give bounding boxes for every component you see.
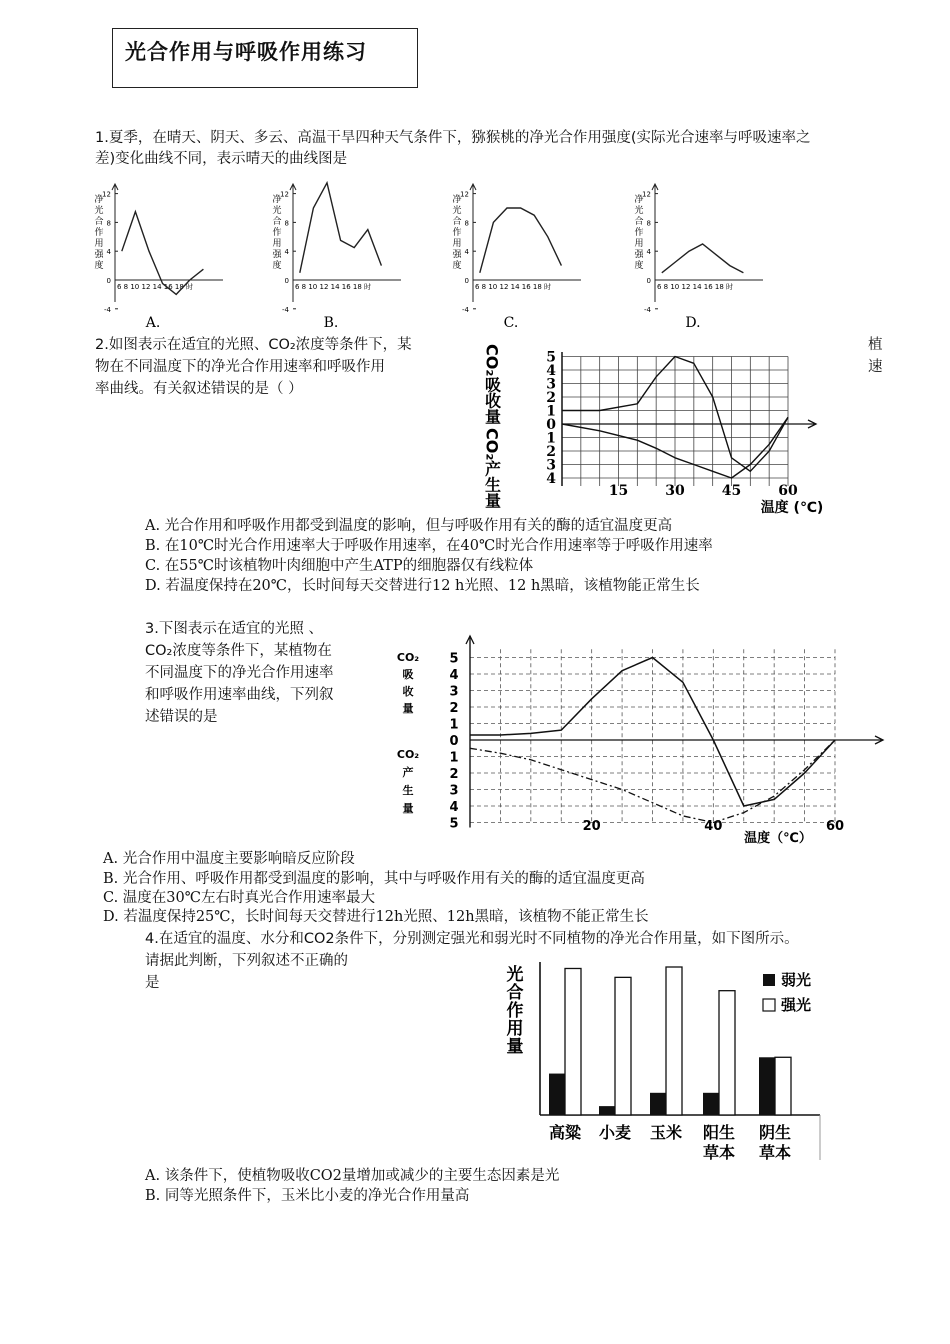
q3-xtick: 60 xyxy=(825,819,845,834)
q1-graph-0 xyxy=(94,184,223,331)
q2-ytick-bottom: 3 xyxy=(546,457,556,474)
q1-ytick-label: 4 xyxy=(464,248,469,257)
q1-ylabel-char: 光 xyxy=(452,206,462,216)
q1-ylabel-char: 合 xyxy=(452,217,462,227)
q3-ylabel-bottom: 量 xyxy=(402,802,414,815)
q3-option-a: A. 光合作用中温度主要影响暗反应阶段 xyxy=(103,851,355,867)
q2-xtick: 45 xyxy=(721,483,742,499)
q2-option-a: A. 光合作用和呼吸作用都受到温度的影响，但与呼吸作用有关的酶的适宜温度更高 xyxy=(145,518,673,534)
q4-category-label: 草本 xyxy=(702,1143,736,1162)
q1-ytick-label: -4 xyxy=(104,305,111,314)
q3-stem-line5: 述错误的是 xyxy=(145,709,218,725)
q1-ylabel-char: 光 xyxy=(94,206,104,216)
q1-ytick-label: -4 xyxy=(282,305,289,314)
q1-ylabel-char: 强 xyxy=(94,250,104,260)
q1-ylabel-char: 强 xyxy=(272,250,282,260)
q1-ytick-label: 8 xyxy=(646,219,651,228)
q2-right-text-2: 速 xyxy=(868,359,883,375)
q4-stem-line2: 请据此判断，下列叙述不正确的 xyxy=(145,953,348,969)
q1-ytick-label: 8 xyxy=(106,219,111,228)
q1-ytick-label: -4 xyxy=(644,305,651,314)
q1-ylabel-char: 强 xyxy=(452,250,462,260)
q1-ylabel-char: 光 xyxy=(272,206,282,216)
q1-graph-3 xyxy=(634,184,763,331)
q2-ytick-top: 0 xyxy=(546,417,556,433)
q1-graph-2 xyxy=(452,184,581,331)
q1-graph-label: A. xyxy=(145,315,161,331)
q1-ylabel-char: 合 xyxy=(272,217,282,227)
q3-ylabel-top: 收 xyxy=(402,685,414,698)
q4-bar-strong xyxy=(615,977,631,1115)
q3-ylabel-bottom: 产 xyxy=(402,766,414,779)
q4-bar-weak xyxy=(549,1074,565,1115)
q4-legend-swatch-strong xyxy=(763,999,775,1011)
q1-ylabel-char: 净 xyxy=(94,195,104,205)
title-box xyxy=(112,28,418,88)
q3-line-respiration xyxy=(470,740,835,823)
q1-ylabel-char: 合 xyxy=(634,217,644,227)
q4-ylabel-char: 合 xyxy=(506,983,524,1003)
q2-ytick-top: 4 xyxy=(546,363,556,379)
q2-ytick-bottom: 1 xyxy=(546,430,556,447)
q2-ytick-bottom: 2 xyxy=(546,444,556,460)
q1-ylabel-char: 度 xyxy=(272,261,282,271)
q1-graphs xyxy=(85,172,885,334)
q4-bar-strong xyxy=(719,991,735,1115)
q2-stem-line3: 率曲线。有关叙述错误的是（ ） xyxy=(95,381,303,397)
q2-option-c: C. 在55℃时该植物叶肉细胞中产生ATP的细胞器仅有线粒体 xyxy=(145,558,534,574)
q3-option-b: B. 光合作用、呼吸作用都受到温度的影响，其中与呼吸作用有关的酶的适宜温度更高 xyxy=(103,871,645,887)
q2-ytick-bottom: 4 xyxy=(546,471,556,487)
q3-xlabel: 温度（℃） xyxy=(744,831,812,846)
q1-ylabel-char: 度 xyxy=(94,261,104,271)
q4-ylabel-char: 作 xyxy=(506,1001,524,1021)
q1-stem-line1: 1.夏季，在晴天、阴天、多云、高温干旱四种天气条件下，猕猴桃的净光合作用强度(实际光合速率与呼吸速率之 xyxy=(95,130,811,146)
q1-ylabel-char: 用 xyxy=(272,239,282,249)
q1-ylabel-char: 用 xyxy=(94,239,104,249)
q3-xtick: 20 xyxy=(582,819,601,834)
q1-ytick-label: 8 xyxy=(284,219,289,228)
q1-ytick-label: 12 xyxy=(102,190,111,199)
q1-ylabel-char: 用 xyxy=(452,239,462,249)
q4-category-label: 小麦 xyxy=(598,1123,632,1142)
q2-xtick: 15 xyxy=(608,483,629,499)
q1-ylabel-char: 作 xyxy=(272,228,282,238)
q3-ytick-bottom: 2 xyxy=(449,767,459,782)
q1-graph-label: D. xyxy=(685,315,701,331)
q4-option-a: A. 该条件下，使植物吸收CO2量增加或减少的主要生态因素是光 xyxy=(145,1168,560,1184)
q1-ylabel-char: 合 xyxy=(94,217,104,227)
q3-ylabel-top: 吸 xyxy=(402,668,414,681)
q1-ylabel-char: 度 xyxy=(634,261,644,271)
q1-series-line xyxy=(122,212,204,295)
q1-graph-1 xyxy=(272,183,401,331)
q2-stem-line1: 2.如图表示在适宜的光照、CO₂浓度等条件下，某 xyxy=(95,337,412,353)
q1-ylabel-char: 净 xyxy=(634,195,644,205)
q1-graph-label: C. xyxy=(503,315,519,331)
q1-xtick-labels: 6 8 10 12 14 16 18 时 xyxy=(295,283,372,291)
q3-xtick: 40 xyxy=(704,819,723,834)
q2-stem-line2: 物在不同温度下的净光合作用速率和呼吸作用 xyxy=(95,359,385,375)
q1-ytick-label: 4 xyxy=(646,248,651,257)
q4-legend-swatch-weak xyxy=(763,974,775,986)
q1-ylabel-char: 作 xyxy=(452,228,462,238)
q3-ytick-top: 2 xyxy=(449,701,459,716)
q4-bar-weak xyxy=(703,1093,719,1115)
q1-ytick-label: 0 xyxy=(284,277,289,285)
page-title: 光合作用与呼吸作用练习 xyxy=(125,40,367,64)
q1-xtick-labels: 6 8 10 12 14 16 18 时 xyxy=(475,283,552,291)
q4-bar-strong xyxy=(775,1057,791,1115)
q4-bar-strong xyxy=(565,968,581,1115)
q3-ytick-top: 4 xyxy=(449,668,459,683)
q2-ytick-top: 3 xyxy=(546,376,556,393)
q4-ylabel-char: 用 xyxy=(506,1019,524,1039)
q1-ytick-label: 12 xyxy=(642,190,651,199)
q4-stem-line1: 4.在适宜的温度、水分和CO2条件下，分别测定强光和弱光时不同植物的净光合作用量，如下图所示。 xyxy=(145,931,799,947)
q3-stem-line3: 不同温度下的净光合作用速率 xyxy=(145,665,334,681)
q4-bar-weak xyxy=(759,1057,775,1115)
q1-ylabel-char: 光 xyxy=(634,206,644,216)
q3-ylabel-top: 量 xyxy=(402,702,414,715)
q4-category-label: 阳生 xyxy=(702,1123,736,1142)
q1-ytick-label: 0 xyxy=(646,277,651,285)
q2-option-d: D. 若温度保持在20℃，长时间每天交替进行12 h光照、12 h黑暗，该植物能正常生长 xyxy=(145,578,700,594)
q1-ylabel-char: 作 xyxy=(634,228,644,238)
q1-series-line xyxy=(480,208,562,273)
q4-chart xyxy=(495,960,830,1165)
q1-ylabel-char: 作 xyxy=(94,228,104,238)
q3-stem-line2: CO₂浓度等条件下，某植物在 xyxy=(145,643,332,659)
q2-option-b: B. 在10℃时光合作用速率大于呼吸作用速率，在40℃时光合作用速率等于呼吸作用速率 xyxy=(145,538,713,554)
q1-ytick-label: -4 xyxy=(462,305,469,314)
q1-ytick-label: 4 xyxy=(106,248,111,257)
q4-category-label: 草本 xyxy=(758,1143,792,1162)
q3-ytick-top: 0 xyxy=(449,734,459,749)
q2-ylabel-bottom: CO₂产生量 xyxy=(482,428,502,509)
q3-ytick-top: 1 xyxy=(449,717,459,733)
q4-ylabel-char: 光 xyxy=(506,965,524,985)
q1-series-line xyxy=(300,183,382,273)
q1-ytick-label: 12 xyxy=(460,190,469,199)
q4-category-label: 阴生 xyxy=(758,1123,792,1142)
q4-bar-weak xyxy=(650,1093,666,1115)
q2-ylabel-top: CO₂吸收量 xyxy=(482,344,502,425)
q4-bar-weak xyxy=(599,1106,615,1115)
q4-category-label: 玉米 xyxy=(649,1123,683,1142)
q2-right-text-1: 植 xyxy=(868,337,883,353)
q3-ylabel-bottom: CO₂ xyxy=(396,748,420,761)
q2-ytick-top: 2 xyxy=(546,390,556,406)
q2-ytick-top: 5 xyxy=(546,349,556,366)
q2-xtick: 60 xyxy=(778,483,798,499)
q2-ytick-top: 1 xyxy=(546,403,556,420)
q4-stem-line3: 是 xyxy=(145,975,160,991)
q3-stem-line4: 和呼吸作用速率曲线，下列叙 xyxy=(145,687,334,703)
q3-stem-line1: 3.下图表示在适宜的光照 、 xyxy=(145,621,323,637)
q1-ytick-label: 12 xyxy=(280,190,289,199)
q1-ytick-label: 8 xyxy=(464,219,469,228)
q3-ytick-bottom: 3 xyxy=(449,783,459,799)
q1-ylabel-char: 度 xyxy=(452,261,462,271)
q3-ytick-top: 3 xyxy=(449,684,459,700)
q2-xtick: 30 xyxy=(665,483,685,499)
q3-ylabel-bottom: 生 xyxy=(402,784,414,797)
q3-ytick-top: 5 xyxy=(449,651,459,667)
q1-ylabel-char: 净 xyxy=(272,195,282,205)
q3-option-c: C. 温度在30℃左右时真光合作用速率最大 xyxy=(103,890,375,906)
q1-ytick-label: 4 xyxy=(284,248,289,257)
q4-legend-strong: 强光 xyxy=(781,996,812,1014)
q3-ylabel-top: CO₂ xyxy=(396,651,420,664)
q1-stem-line2: 差)变化曲线不同，表示晴天的曲线图是 xyxy=(95,151,348,167)
q4-option-b: B. 同等光照条件下，玉米比小麦的净光合作用量高 xyxy=(145,1188,470,1204)
q2-chart xyxy=(470,332,850,514)
q1-ytick-label: 0 xyxy=(464,277,469,285)
q1-ylabel-char: 用 xyxy=(634,239,644,249)
q3-option-d: D. 若温度保持25℃，长时间每天交替进行12h光照、12h黑暗，该植物不能正常生长 xyxy=(103,909,649,925)
q1-xtick-labels: 6 8 10 12 14 16 18 时 xyxy=(657,283,734,291)
q1-xtick-labels: 6 8 10 12 14 16 18 时 xyxy=(117,283,194,291)
q1-series-line xyxy=(662,244,744,273)
q3-ytick-bottom: 5 xyxy=(449,816,459,832)
q3-ytick-bottom: 4 xyxy=(449,800,459,815)
q1-ylabel-char: 净 xyxy=(452,195,462,205)
q4-legend-weak: 弱光 xyxy=(781,971,812,989)
q3-ytick-bottom: 1 xyxy=(449,750,459,766)
q4-category-label: 高粱 xyxy=(548,1123,582,1142)
q1-ylabel-char: 强 xyxy=(634,250,644,260)
q4-ylabel-char: 量 xyxy=(506,1037,524,1057)
q2-xlabel: 温度 (℃) xyxy=(760,500,824,514)
q1-ytick-label: 0 xyxy=(106,277,111,285)
q1-graph-label: B. xyxy=(323,315,339,331)
q4-bar-strong xyxy=(666,967,682,1115)
q3-chart xyxy=(390,632,890,847)
